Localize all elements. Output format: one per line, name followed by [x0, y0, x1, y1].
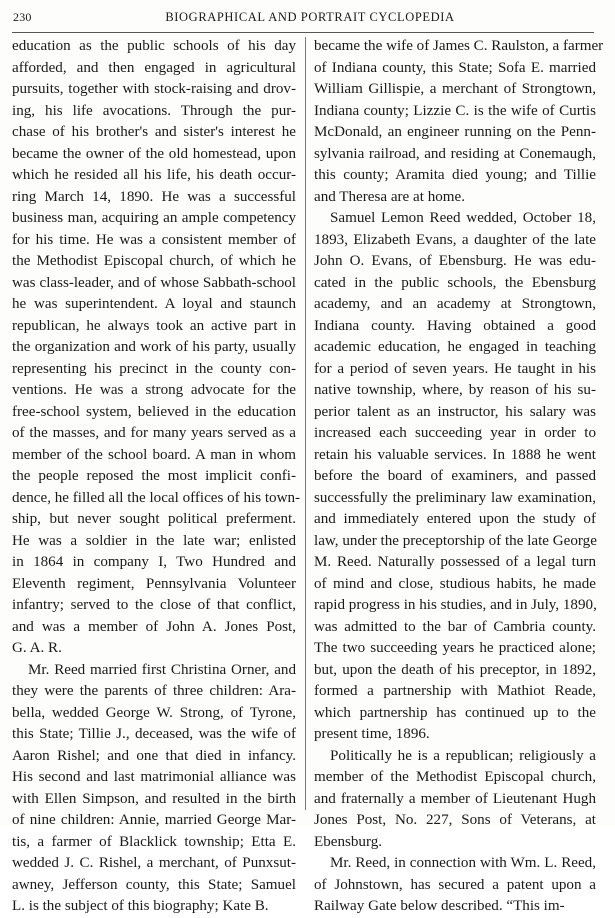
text-line: Indiana county. Having obtained a good: [314, 317, 596, 334]
text-line: Railway Gate below described. “This im-: [314, 898, 565, 914]
text-line: for his time. He was a consistent member of: [12, 231, 296, 248]
text-line: of mind and close, studious habits, he made: [314, 575, 596, 592]
text-line: was admitted to the bar of Cambria county.: [314, 618, 596, 635]
text-line: Eleventh regiment, Pennsylvania Volunteer: [12, 575, 296, 592]
text-line: formed a partnership with Mathiot Reade,: [314, 683, 596, 699]
text-line: member of the Methodist Episcopal church,: [314, 769, 596, 785]
text-line: chase of his brother's and sister's interest he: [12, 124, 296, 140]
text-line: representing his precinct in the county con-: [12, 360, 296, 377]
text-line: rapid progress in his studies, and in July, 1890,: [314, 597, 597, 613]
text-line: business man, acquiring an ample competency: [12, 210, 296, 226]
text-line: sylvania railroad, and residing at Conemaugh,: [314, 145, 596, 162]
text-line: pursuits, together with stock-raising and drov-: [12, 81, 296, 97]
text-line: and Theresa are at home.: [314, 188, 466, 205]
text-line: Mr. Reed married first Christina Orner, and: [28, 661, 296, 678]
text-line: he was superintendent. A loyal and staunch: [12, 296, 296, 312]
text-line: bella, wedded George W. Strong, of Tyrone,: [12, 704, 296, 721]
text-line: perior talent as an instructor, his salary was: [314, 403, 596, 420]
text-line: which partnership has continued up to the: [314, 704, 596, 721]
text-line: dence, he filled all the local offices of his town-: [12, 489, 301, 506]
text-line: of Johnstown, has secured a patent upon a: [314, 876, 596, 893]
text-line: ing, his life avocations. Through the pur-: [12, 102, 296, 119]
column-divider: [305, 37, 306, 810]
text-line: L. is the subject of this biography; Kate B.: [12, 898, 269, 914]
text-line: before the board of examiners, and passed: [314, 468, 596, 484]
right-column: [314, 36, 604, 918]
text-line: of nine children: Annie, married George Mar-: [12, 812, 296, 828]
text-line: McDonald, an engineer running on the Penn-: [314, 124, 596, 140]
text-line: present time, 1896.: [314, 726, 430, 742]
paragraph: [314, 746, 596, 854]
text-line: ship, but never sought political preferment.: [12, 511, 296, 527]
text-line: native township, where, by reason of his su-: [314, 382, 596, 398]
text-line: the Methodist Episcopal church, of which he: [12, 253, 296, 269]
text-line: Indiana county; Lizzie C. is the wife of Curtis: [314, 102, 596, 119]
text-line: 1893, Elizabeth Evans, a daughter of the late: [314, 231, 596, 248]
text-line: which he resided all his life, his death occur-: [12, 167, 296, 183]
text-line: cated in the public schools, the Ebensburg: [314, 274, 596, 291]
text-line: was class-leader, and of whose Sabbath-school: [12, 274, 296, 291]
text-line: this State; Tillie J., deceased, was the wife of: [12, 726, 296, 742]
text-line: law, under the preceptorship of the late George: [314, 532, 597, 549]
text-line: William Gillispie, a merchant of Strongtown,: [314, 81, 596, 97]
text-line: John O. Evans, of Ebensburg. He was edu-: [314, 253, 596, 269]
text-line: He was a soldier in the late war; enlisted: [12, 532, 296, 549]
running-title: BIOGRAPHICAL AND PORTRAIT CYCLOPEDIA: [165, 10, 455, 24]
text-line: ventions. He was a strong advocate for the: [12, 382, 296, 398]
text-line: and fraternally a member of Lieutenant Hugh: [314, 790, 596, 807]
text-line: Ebensburg.: [314, 833, 383, 850]
text-line: M. Reed. Naturally possessed of a legal turn: [314, 554, 596, 570]
text-line: the organization and work of his party, usually: [12, 339, 296, 355]
text-line: ring March 14, 1890. He was a successful: [12, 188, 296, 205]
text-line: of the masses, and for many years served as a: [12, 425, 296, 441]
text-line: awney, Jefferson county, this State; Samuel: [12, 876, 296, 893]
paragraph: [314, 36, 604, 208]
text-line: member of the school board. A man in whom: [12, 446, 296, 463]
paragraph: [314, 853, 596, 918]
text-line: His second and last matrimonial alliance was: [12, 769, 296, 785]
paragraph: [12, 660, 296, 918]
page-number: 230: [13, 10, 32, 24]
text-line: afforded, and then engaged in agricultural: [12, 59, 296, 76]
text-line: free-school system, believed in the education: [12, 403, 296, 420]
text-line: and immediately entered upon the study of: [314, 511, 596, 527]
text-line: education as the public schools of his day: [12, 38, 296, 54]
text-line: Jones Post, No. 227, Sons of Veterans, at: [314, 812, 596, 828]
text-line: but, upon the death of his preceptor, in 1892,: [314, 661, 596, 678]
text-line: Samuel Lemon Reed wedded, October 18,: [330, 210, 596, 226]
text-line: academic education, he engaged in teaching: [314, 339, 596, 355]
text-line: republican, he always took an active part in: [12, 317, 296, 334]
text-line: tis, a farmer of Blacklick township; Etta E.: [12, 833, 296, 850]
text-line: they were the parents of three children: Ara-: [12, 683, 296, 699]
text-line: academy, and an academy at Strongtown,: [314, 296, 596, 312]
text-line: this county; Aramita died young; and Tillie: [314, 167, 596, 183]
text-line: and was a member of John A. Jones Post,: [12, 618, 296, 635]
text-line: with Ellen Simpson, and resulted in the birth: [12, 790, 296, 807]
text-line: Politically he is a republican; religiously a: [330, 747, 596, 764]
text-line: wedded J. C. Rishel, a merchant, of Punxsut-: [12, 855, 296, 871]
paragraph: [12, 36, 301, 660]
paragraph: [314, 208, 596, 746]
text-line: The two succeeding years he practiced alone;: [314, 640, 596, 656]
text-line: the people reposed the most implicit confi-: [12, 468, 296, 484]
running-head: [12, 6, 594, 26]
header-rule: [12, 32, 594, 33]
left-column: [12, 36, 301, 918]
text-line: became the wife of James C. Raulston, a farmer: [314, 38, 604, 54]
text-line: infantry; served to the close of that conflict,: [12, 597, 296, 613]
text-line: in 1864 in company I, Two Hundred and: [12, 554, 296, 570]
text-line: Mr. Reed, in connection with Wm. L. Reed,: [330, 855, 596, 871]
text-line: increased each succeeding year in order to: [314, 425, 596, 441]
text-line: for a period of seven years. He taught in his: [314, 360, 596, 377]
text-line: G. A. R.: [12, 640, 62, 656]
text-line: Aaron Rishel; and one that died in infancy.: [12, 747, 296, 764]
text-line: retain his valuable services. In 1888 he went: [314, 446, 596, 463]
text-line: successfully the preliminary law examination,: [314, 489, 596, 506]
text-line: became the owner of the old homestead, upon: [12, 145, 296, 162]
text-line: of Indiana county, this State; Sofa E. married: [314, 59, 596, 76]
